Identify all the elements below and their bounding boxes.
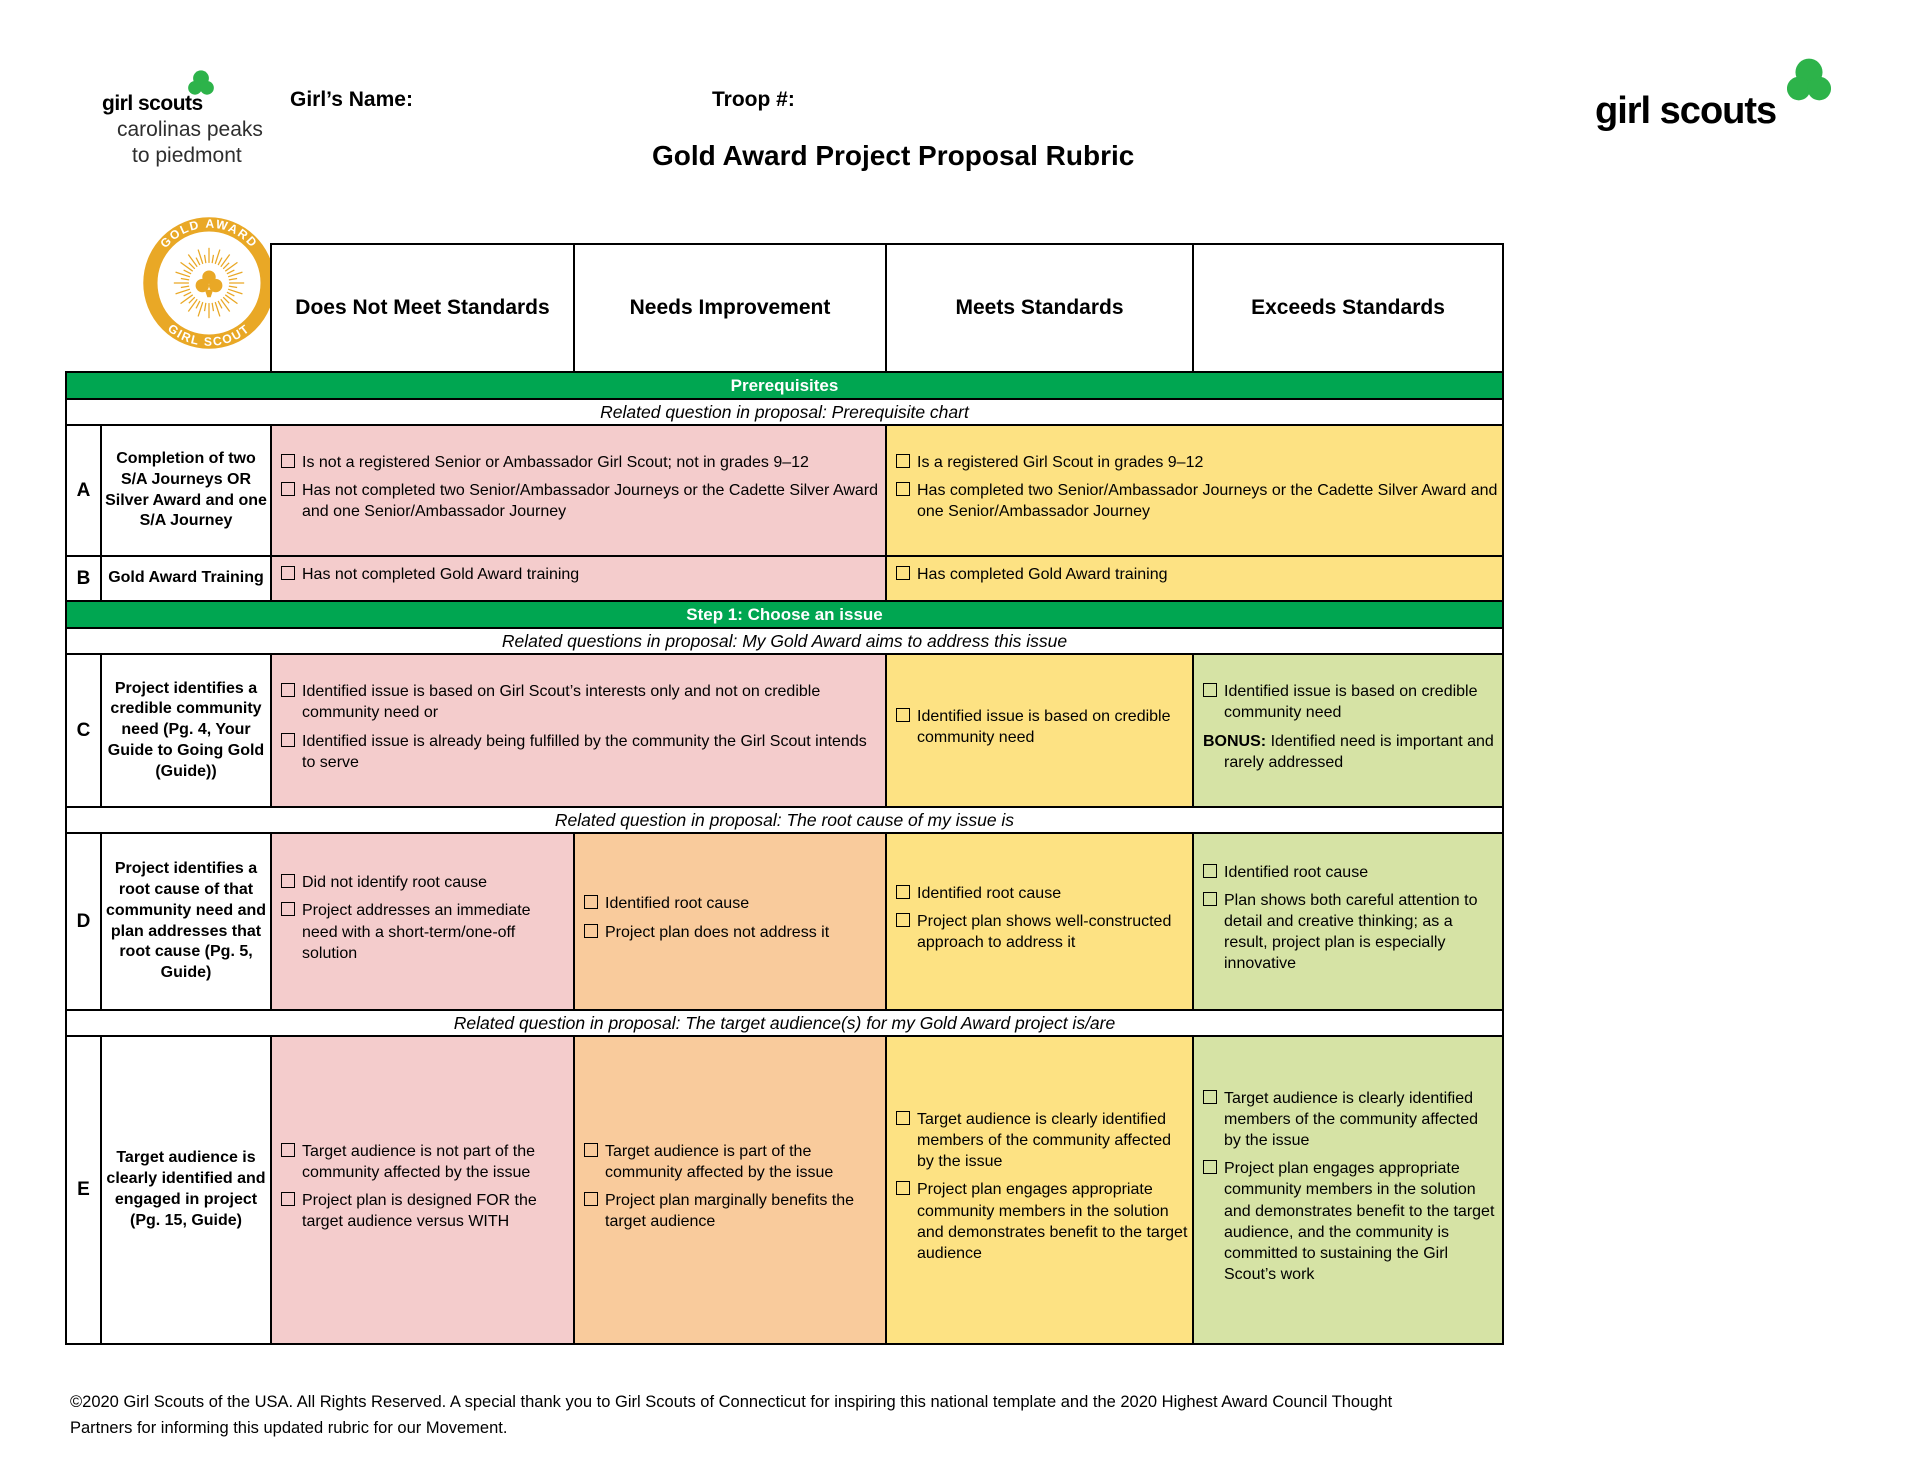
related-question-row bbox=[66, 628, 1503, 654]
rubric-item bbox=[281, 872, 569, 893]
checkbox-icon[interactable] bbox=[1203, 864, 1217, 878]
rubric-item bbox=[281, 900, 569, 963]
checkbox-icon[interactable] bbox=[584, 924, 598, 938]
checkbox-icon[interactable] bbox=[584, 1192, 598, 1206]
rubric-item-text: Project plan engages appropriate community members in the solution and demonstrates benefit to the target audience, and the community is committed to sustaining the Girl Scout’s work bbox=[1224, 1160, 1495, 1283]
checkbox-icon[interactable] bbox=[896, 913, 910, 927]
rubric-item bbox=[896, 1109, 1188, 1172]
checkbox-icon[interactable] bbox=[281, 683, 295, 697]
rubric-item-text: Has not completed Gold Award training bbox=[302, 566, 580, 584]
rubric-item-text: Target audience is clearly identified members of the community affected by the issue bbox=[917, 1111, 1172, 1171]
rubric-cell-green bbox=[1193, 654, 1503, 807]
rubric-item-text: Target audience is not part of the community affected by the issue bbox=[302, 1142, 536, 1181]
column-header-does-not-meet: Does Not Meet Standards bbox=[271, 244, 574, 372]
checkbox-icon[interactable] bbox=[281, 1143, 295, 1157]
council-logo-brand: girl scouts bbox=[102, 92, 203, 115]
rubric-cell-pink bbox=[271, 654, 886, 807]
rubric-cell-green bbox=[1193, 833, 1503, 1010]
page-title: Gold Award Project Proposal Rubric bbox=[652, 140, 1135, 171]
rubric-table bbox=[65, 243, 1504, 1345]
rubric-item bbox=[1203, 890, 1498, 974]
checkbox-icon[interactable] bbox=[281, 1192, 295, 1206]
rubric-item-text: Project plan shows well-constructed approach to address it bbox=[917, 912, 1172, 952]
rubric-cell-green bbox=[1193, 1036, 1503, 1344]
section-band-label: Step 1: Choose an issue bbox=[66, 601, 1503, 628]
rubric-cell-orange bbox=[574, 1036, 886, 1344]
gsusa-logo-brand: girl scouts bbox=[1595, 90, 1777, 132]
council-logo bbox=[88, 60, 288, 175]
checkbox-icon[interactable] bbox=[896, 454, 910, 468]
rubric-item bbox=[584, 1190, 881, 1232]
rubric-item-text: Is not a registered Senior or Ambassador Girl Scout; not in grades 9–12 bbox=[302, 453, 809, 471]
rubric-item-text: Identified issue is based on credible community need bbox=[1224, 683, 1478, 722]
copyright-note: ©2020 Girl Scouts of the USA. All Rights Reserved. A special thank you to Girl Scouts of Connecticut for inspiring this national template and the 2020 Highest Award Council Thought Partners for informing this updated rubric for our Movement. bbox=[70, 1393, 1393, 1437]
rubric-item bbox=[584, 1141, 881, 1183]
rubric-item bbox=[896, 564, 1498, 585]
rubric-item bbox=[281, 1141, 569, 1183]
rubric-cell-yellow bbox=[886, 833, 1193, 1010]
troop-number-label: Troop #: bbox=[712, 88, 795, 111]
checkbox-icon[interactable] bbox=[896, 1181, 910, 1195]
related-question-text: Related questions in proposal: My Gold Award aims to address this issue bbox=[66, 628, 1503, 654]
rubric-cell-pink bbox=[271, 556, 886, 601]
row-criterion: Completion of two S/A Journeys OR Silver Award and one S/A Journey bbox=[101, 425, 271, 556]
rubric-item bbox=[584, 893, 881, 914]
criteria-row-C bbox=[66, 654, 1503, 807]
rubric-item bbox=[896, 883, 1188, 904]
rubric-item bbox=[896, 452, 1498, 473]
related-question-row bbox=[66, 807, 1503, 833]
checkbox-icon[interactable] bbox=[584, 1143, 598, 1157]
criteria-row-B bbox=[66, 556, 1503, 601]
rubric-cell-pink bbox=[271, 833, 574, 1010]
checkbox-icon[interactable] bbox=[281, 874, 295, 888]
row-letter: A bbox=[66, 425, 101, 556]
checkbox-icon[interactable] bbox=[896, 885, 910, 899]
badge-top-text: GOLD AWARD bbox=[157, 216, 261, 251]
row-letter: D bbox=[66, 833, 101, 1010]
rubric-cell-yellow bbox=[886, 425, 1503, 556]
section-band-label: Prerequisites bbox=[66, 372, 1503, 399]
rubric-item bbox=[1203, 681, 1498, 723]
rubric-item bbox=[896, 706, 1188, 748]
criteria-row-A bbox=[66, 425, 1503, 556]
rubric-item bbox=[584, 922, 881, 943]
rubric-item bbox=[896, 480, 1498, 522]
section-band-row bbox=[66, 601, 1503, 628]
rubric-cell-orange bbox=[574, 833, 886, 1010]
column-header-exceeds-standards: Exceeds Standards bbox=[1193, 244, 1503, 372]
related-question-row bbox=[66, 399, 1503, 425]
column-header-needs-improvement: Needs Improvement bbox=[574, 244, 886, 372]
rubric-item-text: Identified root cause bbox=[1224, 863, 1369, 881]
rubric-body bbox=[66, 244, 1503, 1344]
row-letter: B bbox=[66, 556, 101, 601]
rubric-item-text: Has completed Gold Award training bbox=[917, 566, 1168, 584]
checkbox-icon[interactable] bbox=[1203, 683, 1217, 697]
rubric-item bbox=[281, 681, 881, 723]
trefoil-icon bbox=[1787, 58, 1831, 106]
column-header-row bbox=[66, 244, 1503, 372]
checkbox-icon[interactable] bbox=[281, 566, 295, 580]
checkbox-icon[interactable] bbox=[1203, 892, 1217, 906]
rubric-item-text: Has not completed two Senior/Ambassador Journeys or the Cadette Silver Award and one Senior/Ambassador Journey bbox=[302, 481, 878, 521]
rubric-item-text: Project plan marginally benefits the target audience bbox=[605, 1192, 855, 1231]
bonus-label: BONUS: bbox=[1203, 732, 1271, 750]
column-header-meets-standards: Meets Standards bbox=[886, 244, 1193, 372]
checkbox-icon[interactable] bbox=[281, 482, 295, 496]
rubric-item-text: Target audience is clearly identified members of the community affected by the issue bbox=[1224, 1090, 1479, 1150]
rubric-cell-pink bbox=[271, 1036, 574, 1344]
row-criterion: Target audience is clearly identified and engaged in project (Pg. 15, Guide) bbox=[101, 1036, 271, 1344]
rubric-item-text: Plan shows both careful attention to detail and creative thinking; as a result, project plan is especially innovative bbox=[1224, 891, 1478, 973]
rubric-item-text: Has completed two Senior/Ambassador Journeys or the Cadette Silver Award and one Senior/Ambassador Journey bbox=[917, 481, 1498, 521]
rubric-item bbox=[1203, 1158, 1498, 1285]
rubric-item-text: Identified issue is already being fulfilled by the community the Girl Scout intends to serve bbox=[302, 732, 867, 771]
badge-bottom-text: GIRL SCOUT bbox=[165, 321, 253, 349]
row-criterion: Project identifies a root cause of that community need and plan addresses that root cause (Pg. 5, Guide) bbox=[101, 833, 271, 1010]
rubric-item-text: Identified need is important and rarely addressed bbox=[1224, 732, 1494, 771]
rubric-item-text: Project plan is designed FOR the target audience versus WITH bbox=[302, 1192, 537, 1231]
girls-name-label: Girl’s Name: bbox=[290, 88, 413, 111]
checkbox-icon[interactable] bbox=[896, 482, 910, 496]
rubric-item bbox=[1203, 1088, 1498, 1151]
council-logo-line2: to piedmont bbox=[132, 144, 242, 167]
rubric-cell-yellow bbox=[886, 654, 1193, 807]
rubric-item bbox=[281, 480, 881, 522]
rubric-item bbox=[281, 564, 881, 585]
checkbox-icon[interactable] bbox=[281, 454, 295, 468]
checkbox-icon[interactable] bbox=[281, 902, 295, 916]
related-question-text: Related question in proposal: The root cause of my issue is bbox=[66, 807, 1503, 833]
checkbox-icon[interactable] bbox=[1203, 1160, 1217, 1174]
criteria-row-E bbox=[66, 1036, 1503, 1344]
row-criterion: Project identifies a credible community need (Pg. 4, Your Guide to Going Gold (Guide)) bbox=[101, 654, 271, 807]
rubric-item bbox=[281, 731, 881, 773]
row-letter: E bbox=[66, 1036, 101, 1344]
rubric-cell-yellow bbox=[886, 1036, 1193, 1344]
related-question-text: Related question in proposal: Prerequisite chart bbox=[66, 399, 1503, 425]
rubric-item-text: Project addresses an immediate need with a short-term/one-off solution bbox=[302, 902, 531, 962]
rubric-item bbox=[1203, 731, 1498, 773]
section-band-row bbox=[66, 372, 1503, 399]
rubric-item bbox=[1203, 862, 1498, 883]
rubric-item-text: Did not identify root cause bbox=[302, 874, 487, 892]
criteria-row-D bbox=[66, 833, 1503, 1010]
council-logo-line1: carolinas peaks bbox=[117, 118, 263, 141]
rubric-item bbox=[896, 911, 1188, 953]
row-letter: C bbox=[66, 654, 101, 807]
rubric-item-text: Project plan does not address it bbox=[605, 923, 830, 941]
rubric-item bbox=[281, 1190, 569, 1232]
rubric-item-text: Project plan engages appropriate community members in the solution and demonstrates benefit to the target audience bbox=[917, 1181, 1188, 1262]
rubric-item-text: Identified root cause bbox=[917, 884, 1062, 902]
checkbox-icon[interactable] bbox=[896, 708, 910, 722]
checkbox-icon[interactable] bbox=[1203, 1090, 1217, 1104]
checkbox-icon[interactable] bbox=[281, 733, 295, 747]
checkbox-icon[interactable] bbox=[896, 1111, 910, 1125]
rubric-cell-yellow bbox=[886, 556, 1503, 601]
related-question-row bbox=[66, 1010, 1503, 1036]
rubric-item-text: Identified issue is based on credible community need bbox=[917, 707, 1171, 746]
related-question-text: Related question in proposal: The target audience(s) for my Gold Award project is/are bbox=[66, 1010, 1503, 1036]
rubric-item bbox=[281, 452, 881, 473]
gsusa-logo bbox=[1595, 58, 1845, 153]
rubric-item-text: Identified issue is based on Girl Scout’s interests only and not on credible community need or bbox=[302, 683, 821, 722]
rubric-item-text: Target audience is part of the community affected by the issue bbox=[605, 1142, 834, 1181]
checkbox-icon[interactable] bbox=[584, 895, 598, 909]
rubric-cell-pink bbox=[271, 425, 886, 556]
rubric-item-text: Is a registered Girl Scout in grades 9–12 bbox=[917, 453, 1204, 471]
rubric-item-text: Identified root cause bbox=[605, 895, 750, 913]
rubric-item bbox=[896, 1179, 1188, 1263]
corner-spacer bbox=[66, 244, 271, 372]
row-criterion: Gold Award Training bbox=[101, 556, 271, 601]
checkbox-icon[interactable] bbox=[896, 566, 910, 580]
